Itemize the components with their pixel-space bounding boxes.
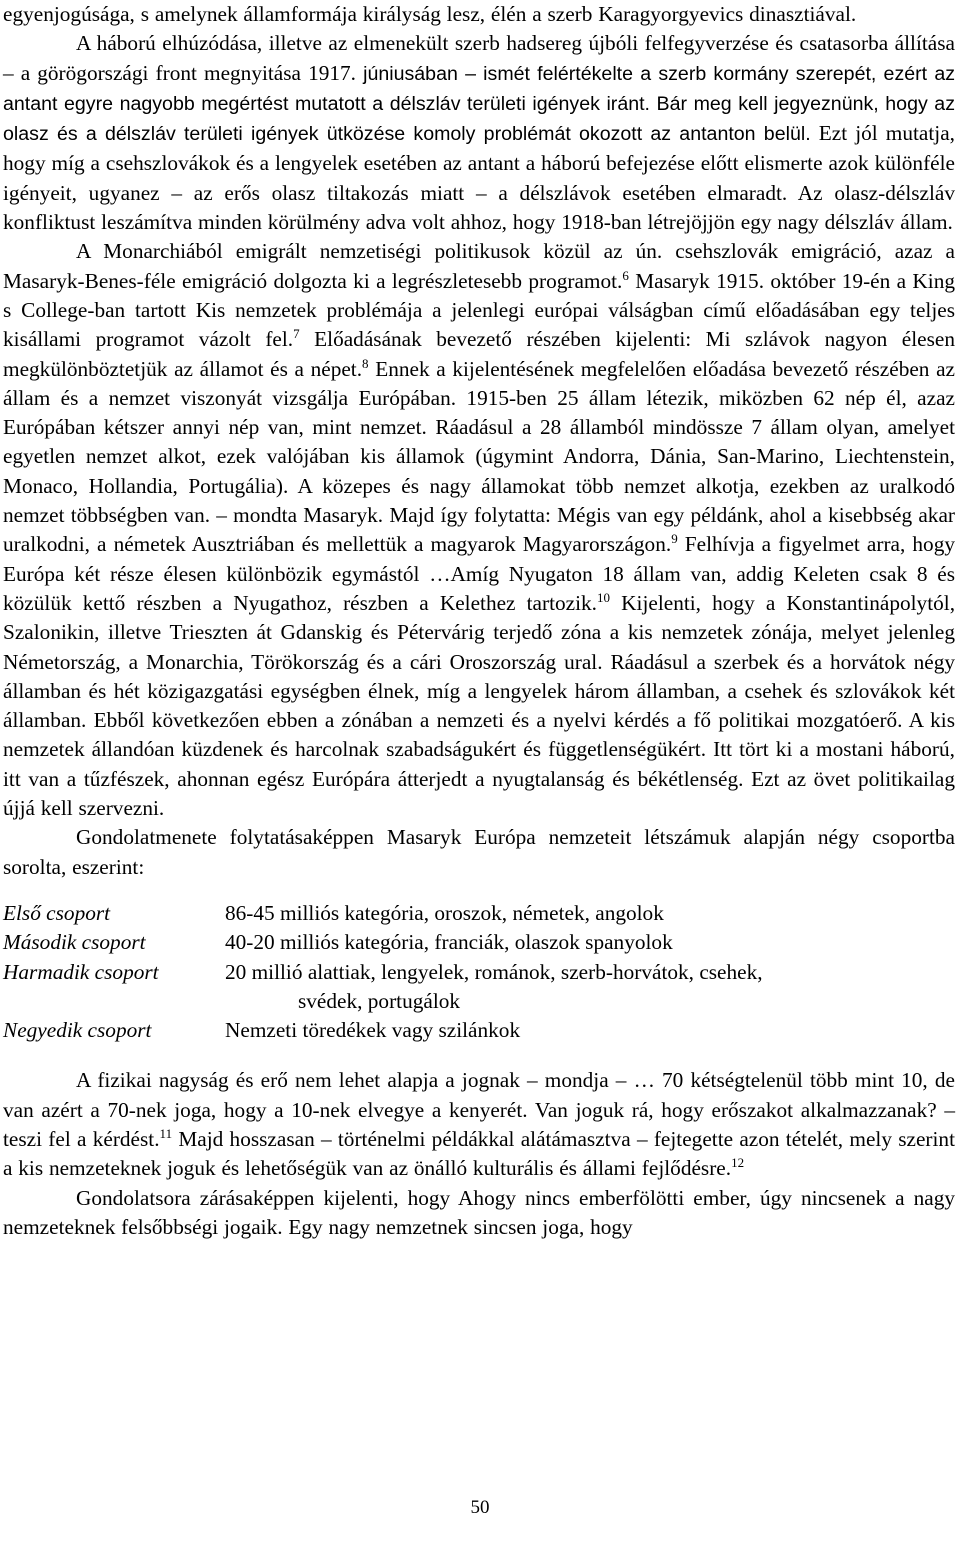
paragraph-2: [3, 29, 955, 237]
paragraph-text: Gondolatmenete folytatásaképpen Masaryk Európa nemzeteit létszámuk alapján négy csoportba sorolta, eszerint:: [3, 825, 955, 879]
paragraph-text: Majd hosszasan – történelmi példákkal alátámasztva – fejtegette azon tételét, mely szerint a kis nemzeteknek joguk és lehetőségük van az önálló kulturális és állami fejlődésre.: [3, 1126, 955, 1181]
footnote-ref[interactable]: 10: [597, 589, 611, 605]
group-row: [3, 958, 885, 1017]
paragraph-text-sans: júniusában – ismét felértékelte a szerb kormány szerepét, ezért az antant egyre nagyobb megértést mutatott a délszláv területi igények iránt. Bár meg kell jegyeznünk, hogy az olasz és a délszláv területi igények ütközése komoly problémát okozott az antanton belül.: [3, 62, 956, 146]
paragraph-text: Kijelenti, hogy a Konstantinápolytól, Szalonikin, illetve Trieszten át Gdanskig és Pétervárig terjedő zóna a kis nemzetek zónája, melyet jelenleg Németország, a Monarchia, Törökország és a cári Oroszország ural. Ráadásul a szerbek és a horvátok négy államban és hét közigazgatási egységben élnek, míg a lengyelek három államban, a csehek és szlovákok két államban. Ebből következően ebben a zónában a nemzeti és a nyelvi kérdés a fő politikai mozgatóerő. A kis nemzetek állandóan küzdenek és harcolnak szabadságukért és függetlenségükért. Itt tört ki a mostani háború, itt van a tűzfészek, ahonnan egész Európára átterjedt a nyugtalanság és békétlenség. Ezt az övet politikailag újjá kell szervezni.: [3, 590, 956, 821]
group-description: 20 millió alattiak, lengyelek, románok, szerb-horvátok, csehek,: [225, 959, 763, 984]
footnote-ref[interactable]: 11: [159, 1125, 173, 1141]
paragraph-3: [3, 237, 955, 823]
footnote-ref[interactable]: 7: [293, 326, 300, 342]
group-row: [3, 928, 885, 957]
group-description: Nemzeti töredékek vagy szilánkok: [225, 1018, 521, 1043]
paragraph-text: Gondolatsora zárásaképpen kijelenti, hogy Ahogy nincs emberfölötti ember, úgy nincsenek a nagy nemzeteknek felsőbbségi jogaik. Egy nagy nemzetnek sincsen joga, hogy: [3, 1185, 955, 1239]
group-description-multiline: [225, 958, 885, 1017]
paragraph-text: Ennek a kijelentésének megfelelően előadása bevezető részében az állam és a nemzet viszonyát vizsgálja Európában. 1915-ben 25 állam létezik, miközben 62 nép él, azaz Európában kétszer annyi nép van, mint nemzet. Ráadásul a 28 államból mindössze 7 állam olyan, amelyet egyetlen nemzet alkot, ezek valójában kis államok (úgymint Andorra, Dánia, San-Marino, Liechtenstein, Monaco, Hollandia, Portugália). A közepes és nagy államokat több nemzet alkotja, ezekben az uralkodó nemzet többségben van. – mondta Masaryk. Majd így folytatta: Mégis van egy példánk, ahol a kisebbség akar uralkodni, a németek Ausztriában és mellettük a magyarok Magyarországon.: [3, 356, 955, 557]
footnote-ref[interactable]: 12: [731, 1155, 745, 1171]
group-description: 86-45 milliós kategória, oroszok, németek, angolok: [225, 900, 664, 925]
paragraph-text: Ezt jól mutatja, hogy míg a csehszlovákok és a lengyelek esetében az antant a háború befejezése előtt elismerte azok különféle igényeit, ugyanez – az erős olasz tiltakozás miatt – a délszlávok esetében elmaradt. Az olasz-délszláv konfliktust leszámítva minden körülmény adva volt ahhoz, hogy 1918-ban létrejöjjön egy nagy délszláv állam.: [3, 121, 955, 235]
paragraph-text: A Monarchiából emigrált nemzetiségi politikusok közül az ún. csehszlovák emigráció, azaz a Masaryk-Benes-féle emigráció dolgozta ki a legrészletesebb programot.: [3, 239, 955, 293]
paragraph-5: [3, 1066, 955, 1183]
paragraph-6: [3, 1184, 955, 1243]
group-name: Második csoport: [3, 930, 146, 955]
paragraph-text: Előadásának bevezető részében kijelenti: Mi szlávok nagyon élesen megkülönböztetjük az államot és a népet.: [3, 327, 955, 381]
paragraph-1: [3, 0, 955, 29]
paragraph-text: A háború elhúzódása, illetve az elmenekült szerb hadsereg újbóli felfegyverzése és csatasorba állítása – a görögországi front megnyitása 1917.: [3, 31, 955, 85]
paragraph-4: [3, 823, 955, 882]
paragraph-text: Felhívja a figyelmet arra, hogy Európa két része élesen különbözik egymástól …Amíg Nyugaton 18 állam van, addig Keleten csak 8 és közülük kettő részben a Nyugathoz, részben a Kelethez tartozik.: [3, 532, 955, 615]
groups-table: [3, 899, 885, 1045]
group-row: [3, 899, 885, 928]
group-row: [3, 1016, 885, 1045]
paragraph-text: A fizikai nagyság és erő nem lehet alapja a jognak – mondja – … 70 kétségtelenül több mint 10, de van azért a 70-nek joga, hogy a 10-nek elvegye a kenyerét. Van joguk rá, hogy erőszakot alkalmazzanak? – teszi fel a kérdést.: [3, 1068, 955, 1151]
footnote-ref[interactable]: 8: [362, 355, 369, 371]
page-number: 50: [470, 1497, 490, 1518]
paragraph-text: egyenjogúsága, s amelynek államformája királyság lesz, élén a szerb Karagyorgyevics dinasztiával.: [3, 2, 857, 26]
footnote-ref[interactable]: 6: [622, 267, 629, 283]
group-name: Negyedik csoport: [3, 1018, 152, 1043]
footnote-ref[interactable]: 9: [671, 531, 678, 547]
group-name: Első csoport: [3, 900, 111, 925]
group-description: 40-20 milliós kategória, franciák, olaszok spanyolok: [225, 930, 673, 955]
group-name: Harmadik csoport: [3, 959, 159, 984]
group-description-continuation: svédek, portugálok: [298, 988, 461, 1013]
paragraph-text: Masaryk 1915. október 19-én a King s College-ban tartott Kis nemzetek problémája a jelenlegi európai válságban című előadásában egy teljes kisállami programot vázolt fel.: [3, 268, 956, 352]
